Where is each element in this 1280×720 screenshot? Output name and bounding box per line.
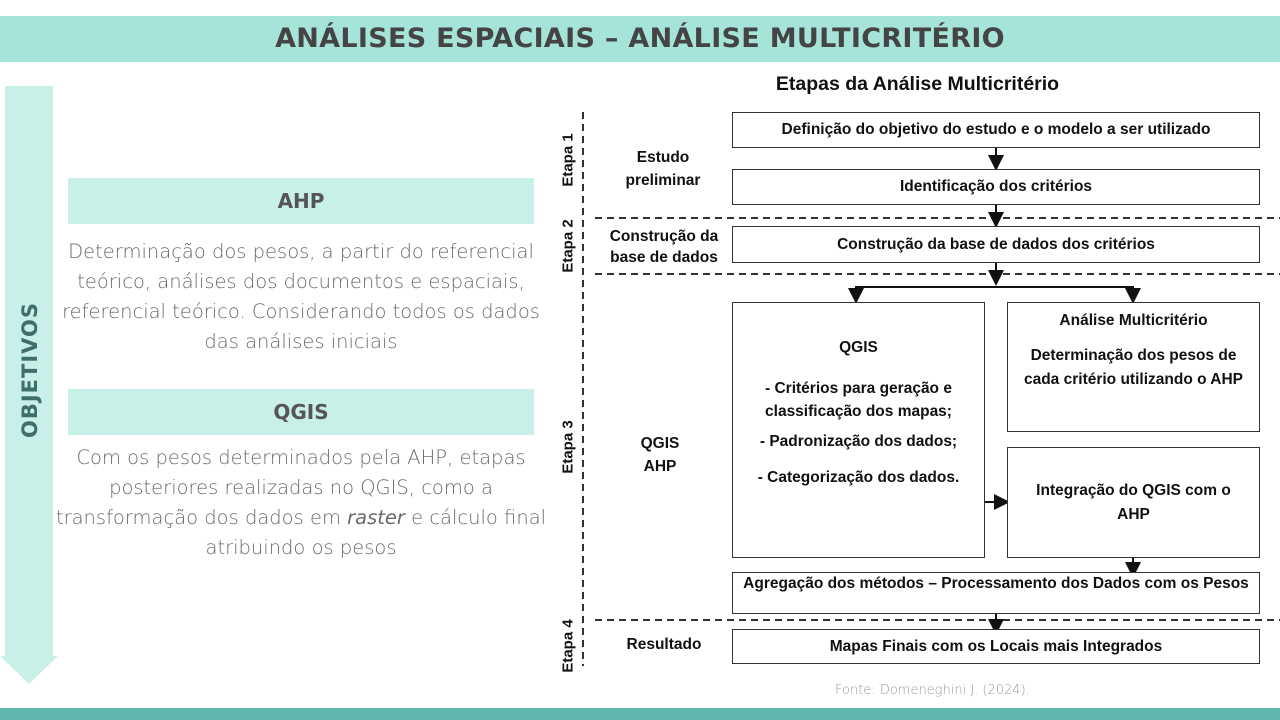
etapa-3-text: Etapa 3 [559, 420, 577, 474]
label-resultado: Resultado [626, 636, 702, 653]
etapa-2-text: Etapa 2 [559, 219, 577, 273]
etapa-4-text: Etapa 4 [559, 619, 577, 673]
qgis-box-item-3: - Categorização dos dados. [757, 469, 960, 486]
qgis-description-part2: e cálculo final atribuindo os pesos [205, 506, 547, 559]
side-label-text: OBJETIVOS [18, 301, 42, 439]
split-connector [856, 287, 1133, 294]
ahp-heading: AHP [68, 178, 534, 224]
bottom-bar [0, 708, 1280, 720]
box-analise-multicriterio [1007, 302, 1260, 432]
etapa-1-label [557, 112, 579, 208]
box-integracao: Integração do QGIS com o AHP [1007, 447, 1260, 558]
side-label [10, 290, 50, 450]
qgis-box-item-2: - Padronização dos dados; [759, 433, 958, 450]
ahp-description: Determinação dos pesos, a partir do referencial teórico, análises dos documentos e espaciais, referencial teórico. Considerando todos os dados das análises iniciais [62, 240, 540, 353]
qgis-description [52, 443, 550, 563]
qgis-box-item-1: - Critérios para geração e classificação dos mapas; [765, 380, 952, 420]
box-mapas-finais: Mapas Finais com os Locais mais Integrados [732, 629, 1260, 664]
title-bar [0, 16, 1280, 62]
flow-diagram [555, 68, 1280, 708]
etapa-1-text: Etapa 1 [559, 133, 577, 187]
box-definicao: Definição do objetivo do estudo e o modelo a ser utilizado [732, 112, 1260, 148]
qgis-description-italic: raster [347, 506, 405, 529]
page-title: ANÁLISES ESPACIAIS – ANÁLISE MULTICRITÉRIO [275, 23, 1005, 54]
box-identificacao: Identificação dos critérios [732, 169, 1260, 205]
analise-box-title: Análise Multicritério [1059, 312, 1208, 329]
qgis-description-part1: Com os pesos determinados pela AHP, etapas posteriores realizadas no QGIS, como a transformação dos dados em [55, 446, 526, 529]
box-qgis [732, 302, 985, 558]
label-construcao: Construção da base de dados [609, 228, 719, 266]
qgis-heading: QGIS [68, 389, 534, 435]
source-caption: Fonte: Domeneghini J. (2024). [835, 683, 1030, 698]
qgis-box-title: QGIS [839, 339, 878, 356]
etapa-2-label [557, 218, 579, 274]
box-agregacao: Agregação dos métodos – Processamento dos Dados com os Pesos [732, 572, 1260, 614]
etapa-3-label [557, 274, 579, 620]
analise-box-body: Determinação dos pesos de cada critério utilizando o AHP [1023, 347, 1244, 388]
etapa-4-label [557, 620, 579, 672]
label-qgis-ahp: QGIS AHP [640, 435, 680, 475]
label-estudo-preliminar: Estudo preliminar [625, 149, 701, 189]
diagram-title: Etapas da Análise Multicritério [775, 73, 1060, 95]
box-construcao-base: Construção da base de dados dos critérios [732, 226, 1260, 263]
